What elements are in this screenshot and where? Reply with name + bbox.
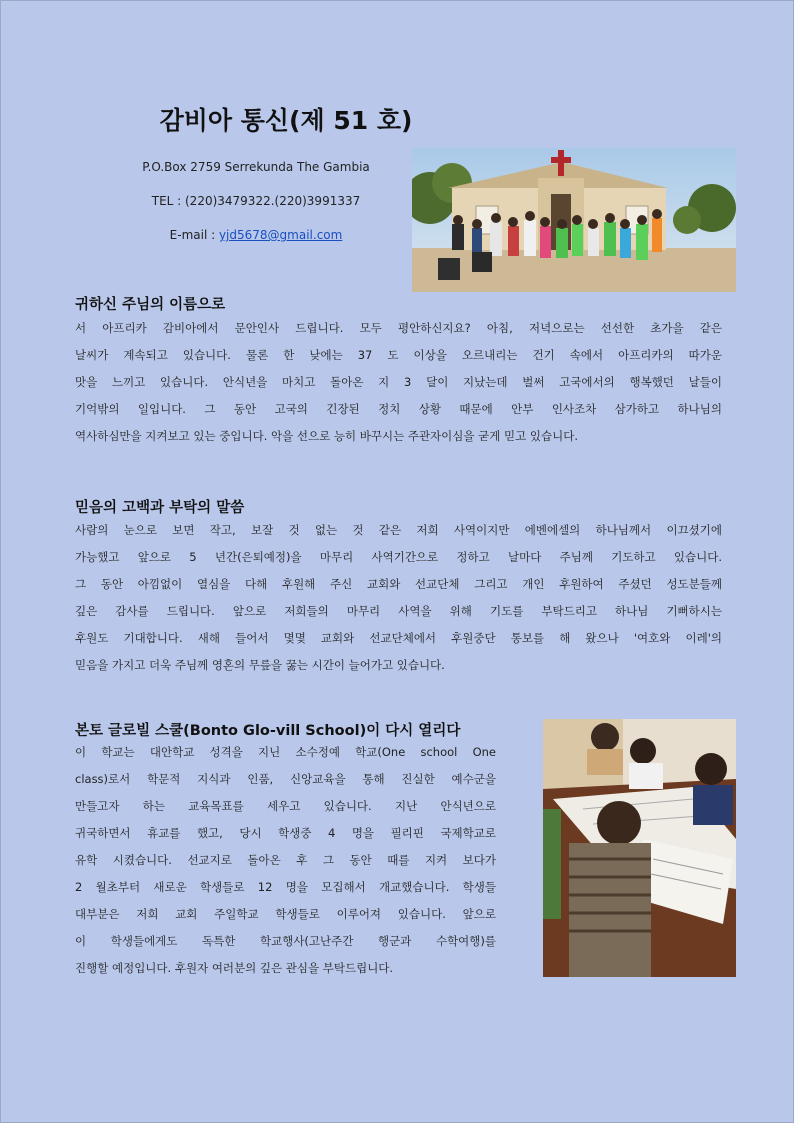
paragraph-line: 이 학생들에게도 독특한 학교행사(고난주간 행군과 수학여행)를: [75, 934, 496, 948]
paragraph-line: 가능했고 앞으로 5 년간(은퇴예정)을 마무리 사역기간으로 정하고 날마다 주님께 기도하고 있습니다.: [75, 550, 722, 564]
church-photo: [412, 148, 736, 292]
paragraph-line: 맛을 느끼고 있습니다. 안식년을 마치고 돌아온 지 3 달이 지났는데 벌써 고국에서의 행복했던 날들이: [75, 375, 722, 389]
greeting-paragraph: [75, 315, 722, 450]
paragraph-line: 그 동안 아낌없이 열심을 다해 후원해 주신 교회와 선교단체 그리고 개인 후원하여 주셨던 성도분들께: [75, 577, 722, 591]
section-heading-school: 본토 글로빌 스쿨(Bonto Glo-vill School)이 다시 열리다: [75, 723, 461, 739]
paragraph-line: 후원도 기대합니다. 새해 들어서 몇몇 교회와 선교단체에서 후원중단 통보를 해 왔으나 '여호와 이레'의: [75, 631, 722, 645]
email-label: E-mail :: [169, 228, 219, 242]
paragraph-line: 역사하심만을 지켜보고 있는 중입니다. 악을 선으로 능히 바꾸시는 주관자이심을 굳게 믿고 있습니다.: [75, 429, 578, 443]
section-heading-confession: 믿음의 고백과 부탁의 말씀: [75, 500, 245, 516]
email-link[interactable]: yjd5678@gmail.com: [218, 228, 343, 242]
paragraph-line: 사람의 눈으로 보면 작고, 보잘 것 없는 것 같은 저희 사역이지만 에벤에셀의 하나님께서 이끄셨기에: [75, 523, 722, 537]
school-paragraph: [75, 739, 496, 982]
paragraph-line: class)로서 학문적 지식과 인품, 신앙교육을 통해 진실한 예수군을: [75, 772, 496, 786]
paragraph-line: 진행할 예정입니다. 후원자 여러분의 깊은 관심을 부탁드립니다.: [75, 961, 394, 975]
paragraph-line: 깊은 감사를 드립니다. 앞으로 저희들의 마무리 사역을 위해 기도를 부탁드리고 하나님 기뻐하시는: [75, 604, 722, 618]
paragraph-line: 기억밖의 일입니다. 그 동안 고국의 긴장된 정치 상황 때문에 안부 인사조차 삼가하고 하나님의: [75, 402, 722, 416]
paragraph-line: 대부분은 저희 교회 주일학교 학생들로 이루어져 있습니다. 앞으로: [75, 907, 496, 921]
section-heading-greeting: 귀하신 주님의 이름으로: [75, 297, 226, 313]
paragraph-line: 이 학교는 대안학교 성격을 지닌 소수정예 학교(One school One: [75, 745, 496, 759]
students-photo: [543, 719, 736, 977]
newsletter-title: 감비아 통신(제 51 호): [159, 106, 413, 135]
paragraph-line: 유학 시켰습니다. 선교지로 돌아온 후 그 동안 때를 지켜 보다가: [75, 853, 496, 867]
confession-paragraph: [75, 517, 722, 679]
paragraph-line: 2 월초부터 새로운 학생들로 12 명을 모집해서 개교했습니다. 학생들: [75, 880, 496, 894]
paragraph-line: 날씨가 계속되고 있습니다. 물론 한 낮에는 37 도 이상을 오르내리는 건기 속에서 아프리카의 따가운: [75, 348, 722, 362]
phone-numbers: TEL : (220)3479322.(220)3991337: [151, 194, 361, 208]
postal-address: P.O.Box 2759 Serrekunda The Gambia: [142, 160, 370, 174]
paragraph-line: 서 아프리카 감비아에서 문안인사 드립니다. 모두 평안하신지요? 아침, 저녁으로는 선선한 초가을 같은: [75, 321, 722, 335]
paragraph-line: 믿음을 가지고 더욱 주님께 영혼의 무릎을 꿇는 시간이 늘어가고 있습니다.: [75, 658, 445, 672]
email-line: [101, 228, 411, 242]
paragraph-line: 귀국하면서 휴교를 했고, 당시 학생중 4 명을 필리핀 국제학교로: [75, 826, 496, 840]
paragraph-line: 만들고자 하는 교육목표를 세우고 있습니다. 지난 안식년으로: [75, 799, 496, 813]
